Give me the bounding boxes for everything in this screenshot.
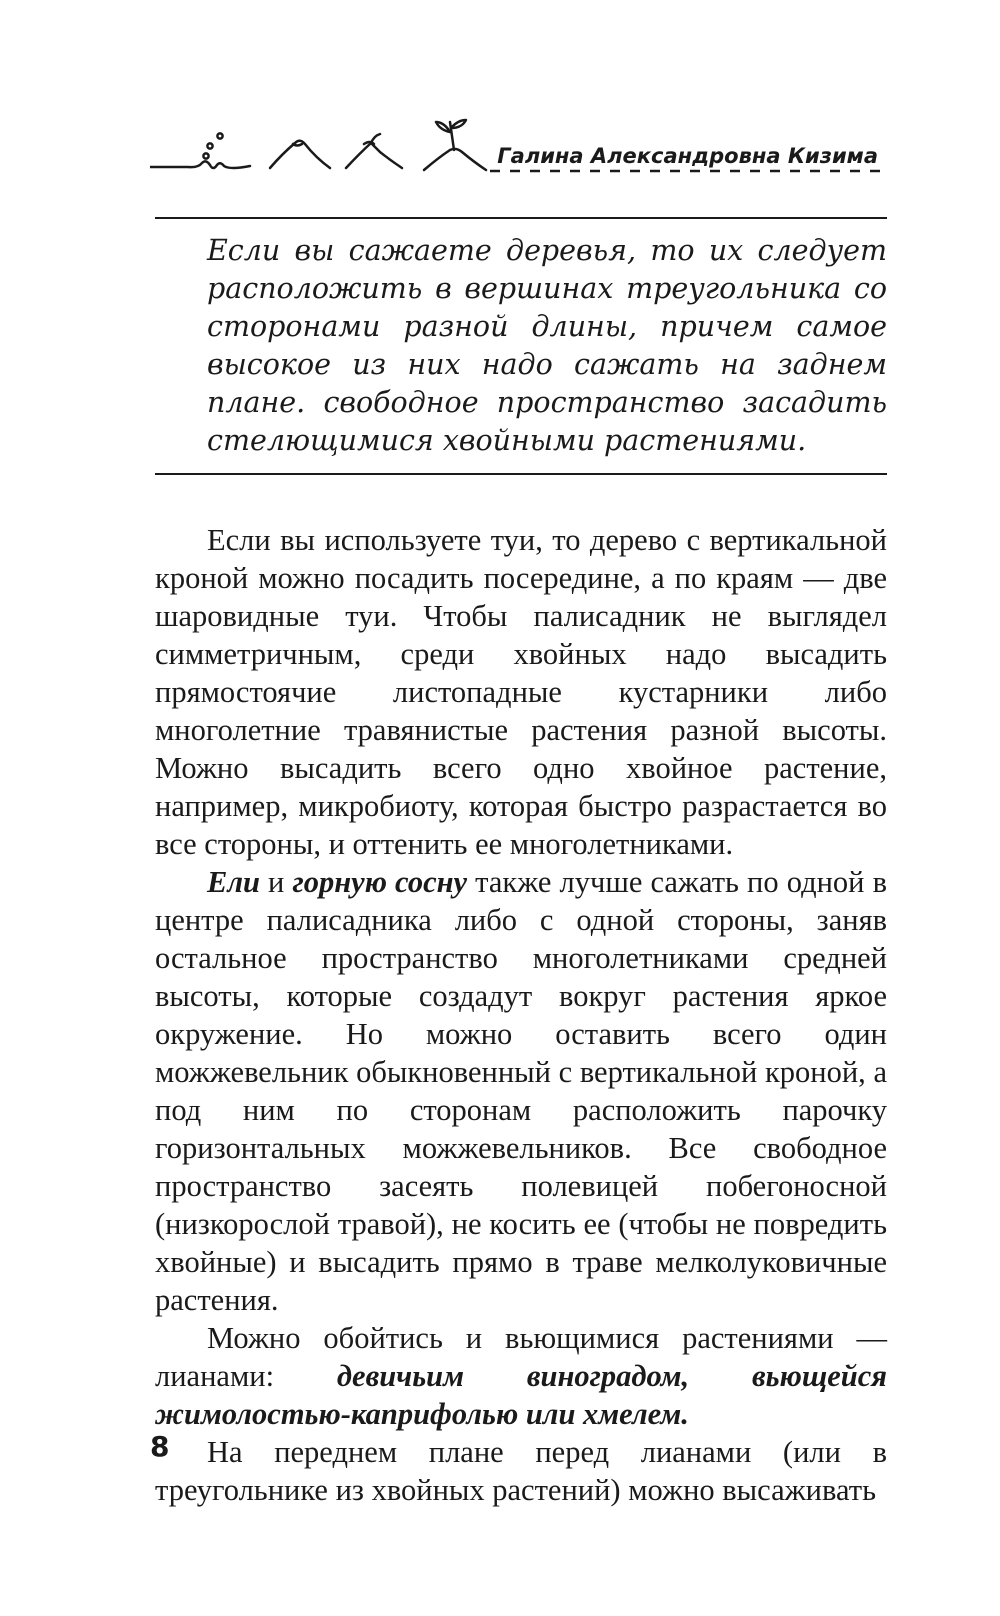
author-name: Галина Александровна Кизима (497, 144, 878, 168)
emphasis-vines: девичьим виноградом, вьющейся жимолостью-каприфолью или хмелем. (155, 1359, 887, 1431)
paragraph-4: На переднем плане перед лианами (или в треугольнике из хвойных растений) можно высаживать (155, 1435, 887, 1507)
callout-text: Если вы сажаете деревья, то их следует расположить в вершинах треугольника со сторонами разной длины, причем самое высокое из них надо сажать на заднем плане. свободное пространство засадить стелющимися хвойными растениями. (207, 234, 887, 457)
emphasis-spruce: Ели (207, 865, 260, 899)
emphasis-mountain-pine: горную сосну (292, 865, 468, 899)
paragraph-1: Если вы используете туи, то дерево с вертикальной кроной можно посадить посередине, а по краям — две шаровидные туи. Чтобы палисадник не выглядел симметричным, среди хвойных надо высадить прямостоячие листопадные кустарники либо многолетние травянистые растения разной высоты. Можно высадить всего одно хвойное растение, например, микробиоту, которая быстро разрастается во все стороны, и оттенить ее многолетниками. (155, 523, 887, 861)
page-number: 8 (150, 1430, 170, 1463)
paragraph-2: Ели и горную сосну также лучше сажать по одной в центре палисадника либо с одной стороны, заняв остальное пространство многолетниками средней высоты, которые создадут вокруг растения яркое окружение. Но можно оставить всего один можжевельник обыкновенный с вертикальной кроной, а под ним по сторонам расположить парочку горизонтальных можжевельников. Все свободное пространство засеять полевицей побегоносной (низкорослой травой), не косить ее (чтобы не повредить хвойные) и высадить прямо в траве мелколуковичные растения. (155, 865, 887, 1317)
body-text (155, 521, 887, 1509)
running-header (150, 110, 890, 190)
paragraph-3: Можно обойтись и вьющимися растениями — лианами: девичьим виноградом, вьющейся жимолостью-каприфолью или хмелем. (155, 1321, 887, 1431)
callout-bottom-rule (155, 473, 887, 475)
callout-top-rule (155, 217, 887, 219)
